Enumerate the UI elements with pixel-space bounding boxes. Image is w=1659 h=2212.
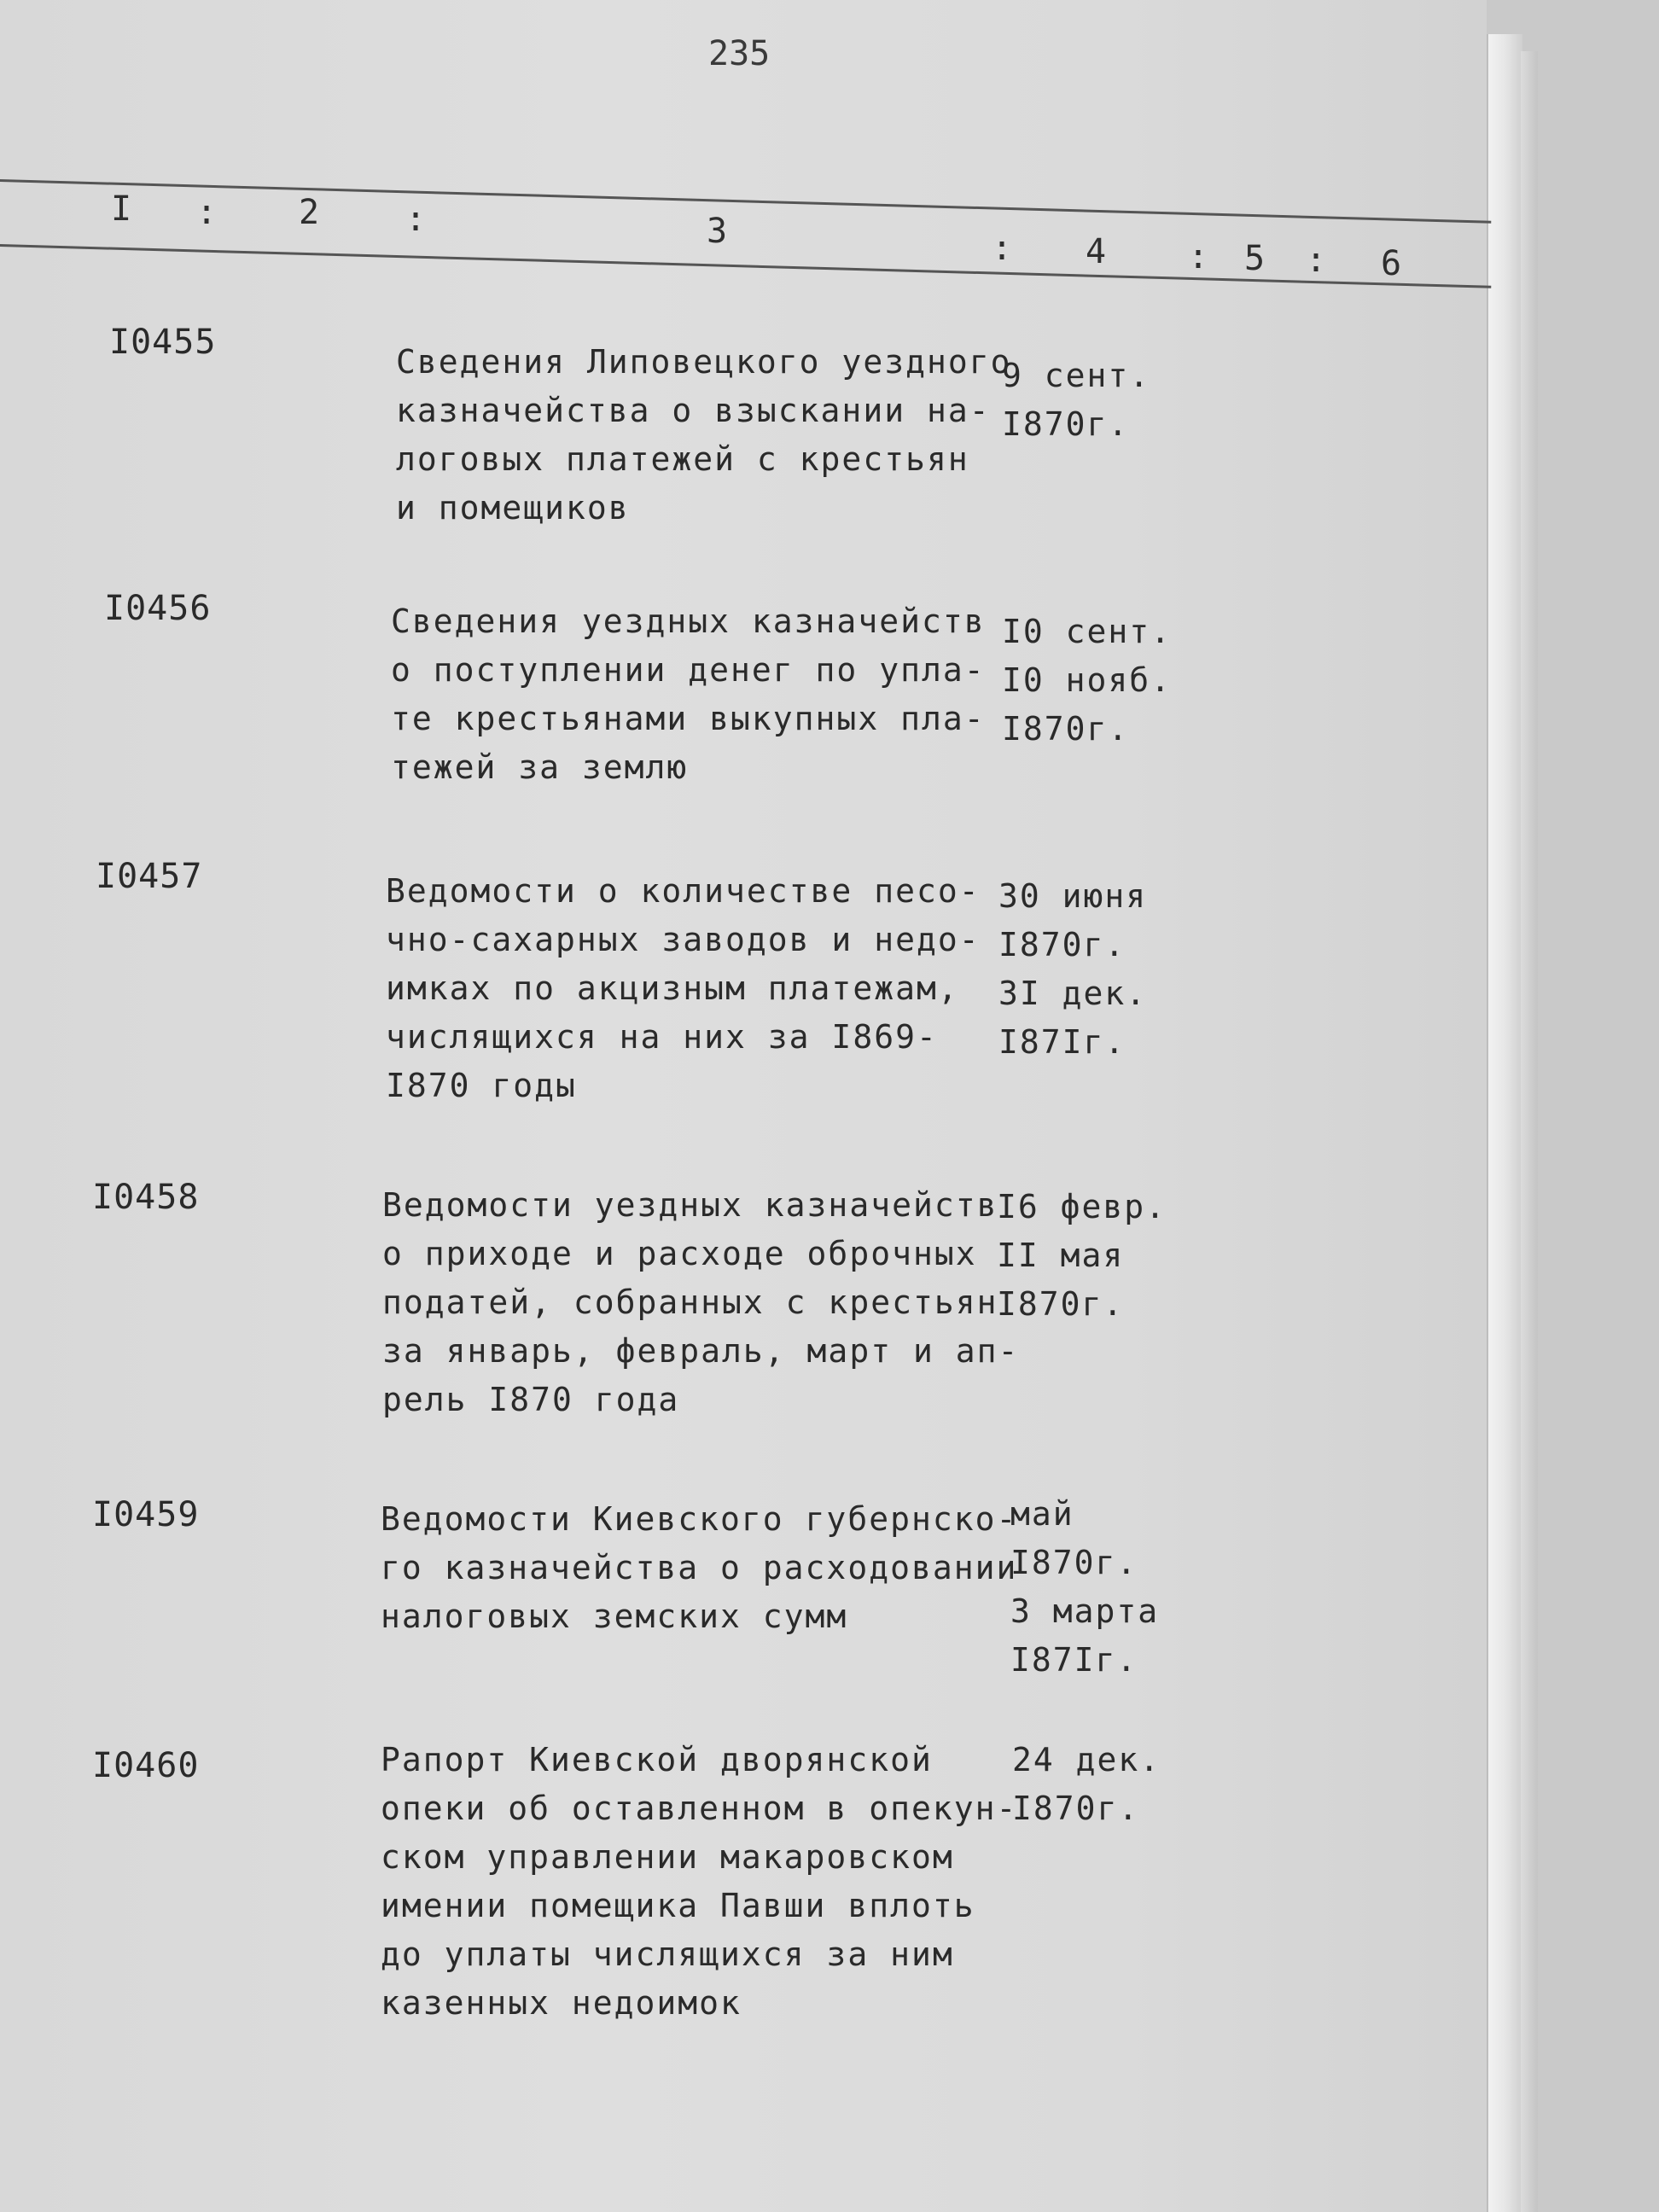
date-line: I870г. [1012,1790,1140,1827]
description-line: имках по акцизным платежам, [386,969,959,1007]
record-id: I0456 [104,589,212,628]
header-sep-1: : [196,193,218,232]
record-dates [1002,608,1172,754]
description-line: Ведомости уездных казначейств [382,1186,998,1224]
description-line: о приходе и расходе оброчных [382,1235,977,1272]
date-line: 30 июня [998,877,1148,915]
record-description [381,1736,1018,2028]
description-line: о поступлении денег по упла- [391,651,986,689]
description-line: I870 годы [386,1067,577,1104]
record-description [386,867,1017,1110]
date-line: 3 марта [1010,1592,1160,1630]
description-line: Ведомости о количестве песо- [386,872,981,910]
description-line: Ведомости Киевского губернско- [381,1500,1018,1538]
description-line: и помещиков [396,489,630,527]
date-line: I870г. [1010,1544,1138,1581]
header-col-2: 2 [299,193,320,232]
description-line: логовых платежей с крестьян [396,440,969,478]
date-line: I87Iг. [998,1023,1126,1061]
description-line: за январь, февраль, март и ап- [382,1332,1020,1370]
record-id: I0455 [109,323,217,362]
description-line: ском управлении макаровском [381,1838,954,1876]
description-line: те крестьянами выкупных пла- [391,700,986,737]
record-description [391,597,1022,792]
date-line: май [1010,1495,1074,1533]
page-edge-shadow [1521,51,1538,2212]
header-col-6: 6 [1381,244,1402,283]
date-line: I0 нояб. [1002,661,1173,699]
record-id: I0458 [92,1178,200,1217]
record-dates [1010,1490,1159,1685]
date-line: 3I дек. [998,975,1148,1012]
date-line: I870г. [997,1285,1125,1323]
date-line: I0 сент. [1002,613,1173,650]
date-line: I87Iг. [1010,1641,1138,1679]
header-sep-4: : [1188,237,1209,276]
page-number: 235 [708,34,771,73]
record-description [381,1495,1018,1641]
date-line: I6 февр. [997,1188,1167,1225]
date-line: I870г. [998,926,1126,963]
description-line: Рапорт Киевской дворянской [381,1741,933,1778]
date-line: I870г. [1002,405,1130,443]
header-col-1: I [111,189,132,229]
record-dates [1012,1736,1161,1833]
description-line: рель I870 года [382,1381,680,1418]
description-line: до уплаты числящихся за ним [381,1936,954,1973]
record-id: I0459 [92,1495,200,1534]
description-line: тежей за землю [391,748,689,786]
header-col-4: 4 [1086,232,1107,271]
record-id: I0460 [92,1746,200,1785]
description-line: опеки об оставленном в опекун- [381,1790,1018,1827]
date-line: 24 дек. [1012,1741,1161,1778]
date-line: I870г. [1002,710,1130,748]
description-line: казенных недоимок [381,1984,742,2022]
description-line: числящихся на них за I869- [386,1018,938,1056]
description-line: Сведения уездных казначейств [391,602,986,640]
header-col-5: 5 [1244,239,1266,278]
record-id: I0457 [96,857,203,896]
record-description [382,1181,1020,1424]
description-line: податей, собранных с крестьян [382,1284,998,1321]
date-line: II мая [997,1237,1125,1274]
header-col-3: 3 [707,212,728,251]
description-line: чно-сахарных заводов и недо- [386,921,981,958]
header-sep-3: : [992,229,1013,268]
description-line: налоговых земских сумм [381,1598,848,1635]
description-line: имении помещика Павши вплоть [381,1887,975,1924]
record-dates [997,1183,1167,1329]
page-edge [1487,34,1522,2212]
date-line: 9 сент. [1002,357,1151,394]
description-line: го казначейства о расходовании [381,1549,1018,1586]
header-sep-5: : [1306,241,1327,280]
description-line: казначейства о взыскании на- [396,392,991,429]
record-dates [998,872,1147,1067]
record-dates [1002,352,1150,449]
record-description [396,338,1027,533]
description-line: Сведения Липовецкого уездного [396,343,1012,381]
header-sep-2: : [405,200,427,239]
